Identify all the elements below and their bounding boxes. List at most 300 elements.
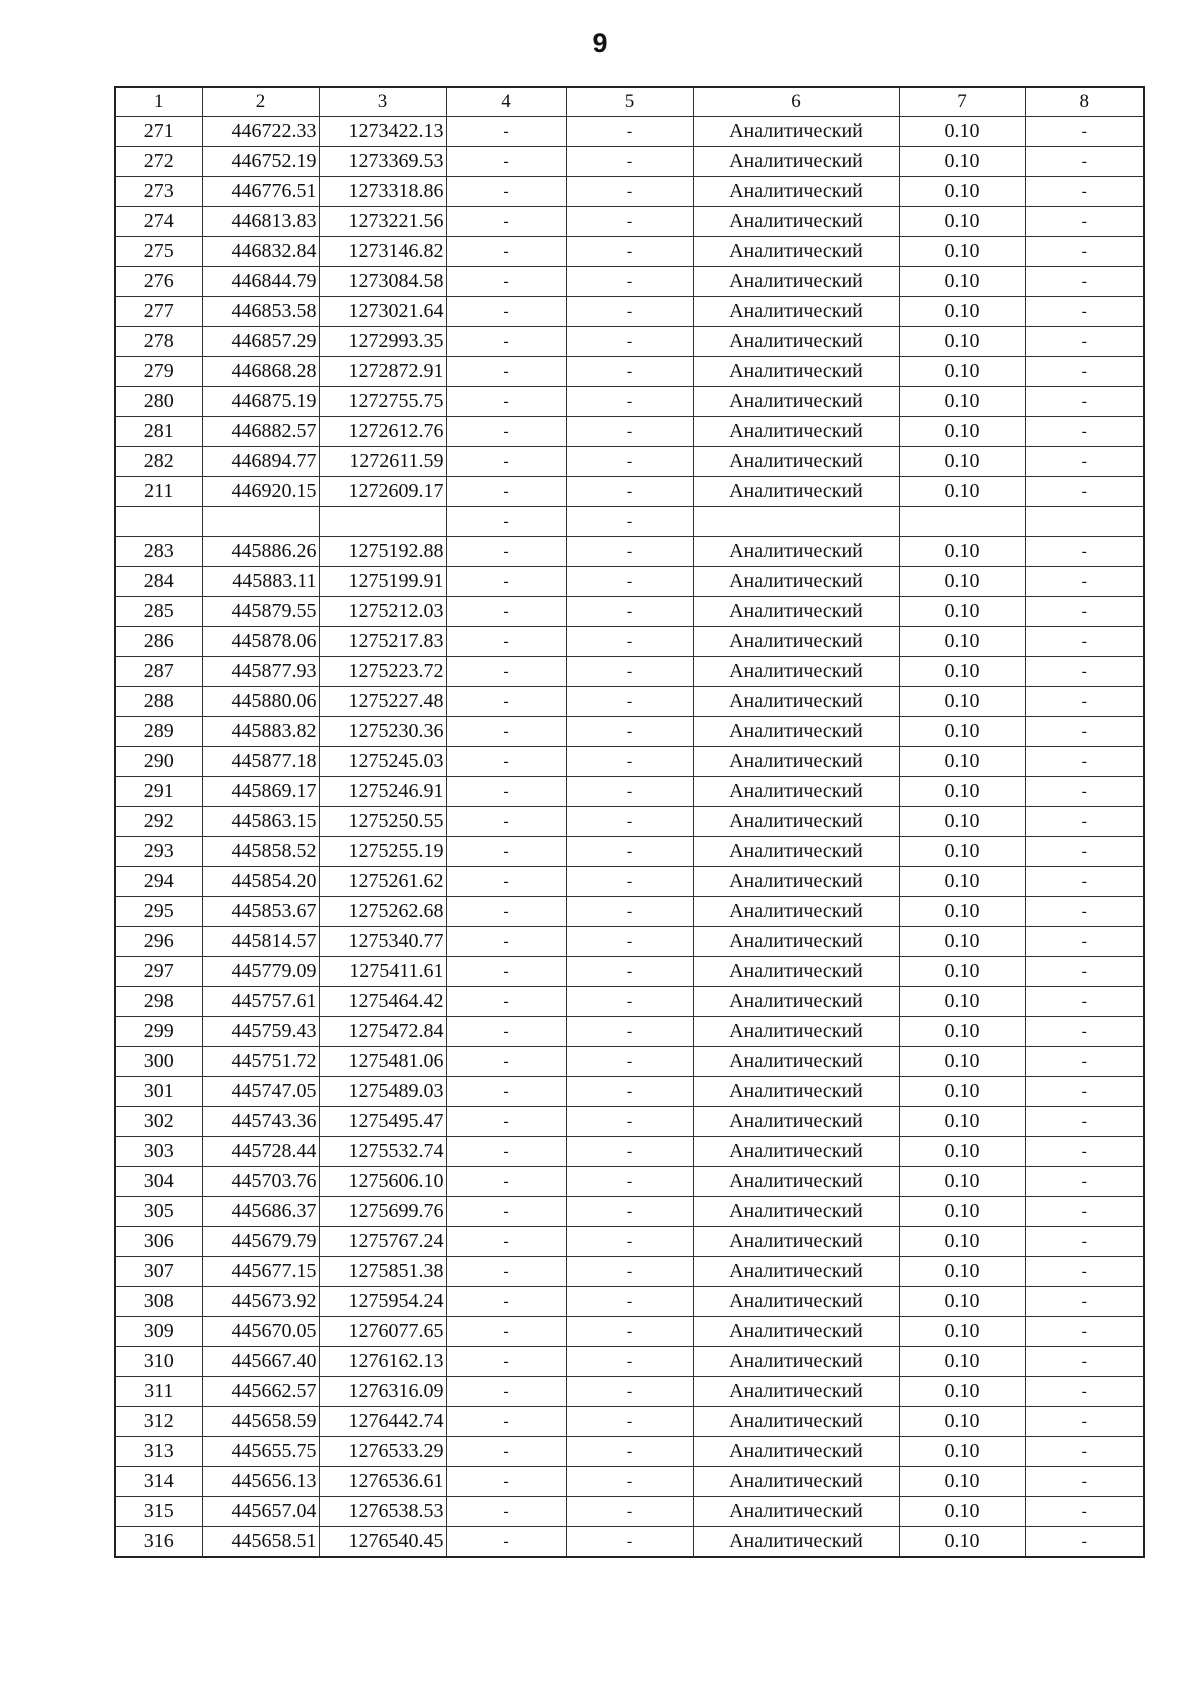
point-number-cell: 309: [115, 1317, 202, 1347]
point-number-cell: 286: [115, 627, 202, 657]
accuracy-cell: 0.10: [899, 897, 1025, 927]
point-number-cell: 301: [115, 1077, 202, 1107]
x-coordinate-cell: 445883.11: [202, 567, 319, 597]
column-5-cell: -: [566, 207, 693, 237]
x-coordinate-cell: 446752.19: [202, 147, 319, 177]
column-4-cell: -: [446, 1527, 566, 1558]
y-coordinate-cell: 1275223.72: [319, 657, 446, 687]
method-cell: Аналитический: [693, 1107, 899, 1137]
column-5-cell: -: [566, 687, 693, 717]
page-number: 9: [592, 28, 608, 58]
method-cell: Аналитический: [693, 537, 899, 567]
method-cell: Аналитический: [693, 237, 899, 267]
table-row: [115, 327, 1144, 357]
point-number-cell: 272: [115, 147, 202, 177]
accuracy-cell: 0.10: [899, 627, 1025, 657]
x-coordinate-cell: 446722.33: [202, 117, 319, 147]
y-coordinate-cell: 1275464.42: [319, 987, 446, 1017]
point-number-cell: 296: [115, 927, 202, 957]
table-row: [115, 567, 1144, 597]
column-header: 7: [899, 87, 1025, 117]
column-8-cell: -: [1025, 1497, 1144, 1527]
column-8-cell: -: [1025, 1527, 1144, 1558]
point-number-cell: [115, 507, 202, 537]
y-coordinate-cell: 1275411.61: [319, 957, 446, 987]
column-8-cell: -: [1025, 867, 1144, 897]
column-8-cell: -: [1025, 357, 1144, 387]
column-8-cell: -: [1025, 597, 1144, 627]
column-8-cell: -: [1025, 237, 1144, 267]
accuracy-cell: 0.10: [899, 837, 1025, 867]
method-cell: Аналитический: [693, 627, 899, 657]
method-cell: Аналитический: [693, 1197, 899, 1227]
accuracy-cell: 0.10: [899, 147, 1025, 177]
accuracy-cell: 0.10: [899, 357, 1025, 387]
x-coordinate-cell: 445655.75: [202, 1437, 319, 1467]
column-4-cell: -: [446, 1437, 566, 1467]
x-coordinate-cell: 446875.19: [202, 387, 319, 417]
y-coordinate-cell: 1276536.61: [319, 1467, 446, 1497]
x-coordinate-cell: 446894.77: [202, 447, 319, 477]
column-5-cell: -: [566, 1287, 693, 1317]
column-4-cell: -: [446, 927, 566, 957]
method-cell: Аналитический: [693, 1407, 899, 1437]
column-4-cell: -: [446, 1407, 566, 1437]
point-number-cell: 282: [115, 447, 202, 477]
point-number-cell: 283: [115, 537, 202, 567]
column-5-cell: -: [566, 237, 693, 267]
column-4-cell: -: [446, 1317, 566, 1347]
column-8-cell: -: [1025, 177, 1144, 207]
table-row: [115, 387, 1144, 417]
y-coordinate-cell: 1272755.75: [319, 387, 446, 417]
column-8-cell: -: [1025, 897, 1144, 927]
y-coordinate-cell: 1275250.55: [319, 807, 446, 837]
y-coordinate-cell: 1275481.06: [319, 1047, 446, 1077]
column-5-cell: -: [566, 297, 693, 327]
x-coordinate-cell: 445863.15: [202, 807, 319, 837]
column-4-cell: -: [446, 597, 566, 627]
column-5-cell: -: [566, 1257, 693, 1287]
y-coordinate-cell: 1275212.03: [319, 597, 446, 627]
x-coordinate-cell: 445662.57: [202, 1377, 319, 1407]
method-cell: Аналитический: [693, 117, 899, 147]
table-row: [115, 597, 1144, 627]
y-coordinate-cell: 1275472.84: [319, 1017, 446, 1047]
table-row: [115, 1077, 1144, 1107]
y-coordinate-cell: 1273021.64: [319, 297, 446, 327]
x-coordinate-cell: 445858.52: [202, 837, 319, 867]
column-4-cell: -: [446, 807, 566, 837]
column-4-cell: -: [446, 687, 566, 717]
column-4-cell: -: [446, 1227, 566, 1257]
column-8-cell: -: [1025, 837, 1144, 867]
point-number-cell: 311: [115, 1377, 202, 1407]
column-8-cell: -: [1025, 1257, 1144, 1287]
x-coordinate-cell: 445779.09: [202, 957, 319, 987]
column-5-cell: -: [566, 327, 693, 357]
column-4-cell: -: [446, 717, 566, 747]
column-8-cell: -: [1025, 1317, 1144, 1347]
x-coordinate-cell: 445677.15: [202, 1257, 319, 1287]
y-coordinate-cell: 1275199.91: [319, 567, 446, 597]
method-cell: Аналитический: [693, 417, 899, 447]
point-number-cell: 211: [115, 477, 202, 507]
y-coordinate-cell: 1273422.13: [319, 117, 446, 147]
accuracy-cell: 0.10: [899, 237, 1025, 267]
point-number-cell: 278: [115, 327, 202, 357]
accuracy-cell: 0.10: [899, 1167, 1025, 1197]
x-coordinate-cell: 446853.58: [202, 297, 319, 327]
method-cell: Аналитический: [693, 657, 899, 687]
table-row: [115, 1497, 1144, 1527]
method-cell: Аналитический: [693, 717, 899, 747]
x-coordinate-cell: 445728.44: [202, 1137, 319, 1167]
x-coordinate-cell: 445869.17: [202, 777, 319, 807]
y-coordinate-cell: 1275340.77: [319, 927, 446, 957]
column-4-cell: -: [446, 537, 566, 567]
column-5-cell: -: [566, 537, 693, 567]
column-8-cell: [1025, 507, 1144, 537]
column-5-cell: -: [566, 1317, 693, 1347]
column-4-cell: -: [446, 447, 566, 477]
table-row: [115, 1317, 1144, 1347]
table-row: [115, 1197, 1144, 1227]
column-8-cell: -: [1025, 927, 1144, 957]
y-coordinate-cell: 1275230.36: [319, 717, 446, 747]
table-row: [115, 897, 1144, 927]
table-row: [115, 357, 1144, 387]
table-row: [115, 1467, 1144, 1497]
point-number-cell: 280: [115, 387, 202, 417]
column-header: 2: [202, 87, 319, 117]
y-coordinate-cell: [319, 507, 446, 537]
accuracy-cell: 0.10: [899, 477, 1025, 507]
point-number-cell: 298: [115, 987, 202, 1017]
column-8-cell: -: [1025, 387, 1144, 417]
y-coordinate-cell: 1275767.24: [319, 1227, 446, 1257]
column-4-cell: -: [446, 327, 566, 357]
y-coordinate-cell: 1273369.53: [319, 147, 446, 177]
accuracy-cell: 0.10: [899, 267, 1025, 297]
point-number-cell: 271: [115, 117, 202, 147]
column-5-cell: -: [566, 807, 693, 837]
column-8-cell: -: [1025, 1287, 1144, 1317]
table-row: [115, 987, 1144, 1017]
column-header: 8: [1025, 87, 1144, 117]
y-coordinate-cell: 1275261.62: [319, 867, 446, 897]
y-coordinate-cell: 1276540.45: [319, 1527, 446, 1558]
column-5-cell: -: [566, 1137, 693, 1167]
y-coordinate-cell: 1275532.74: [319, 1137, 446, 1167]
column-4-cell: -: [446, 1347, 566, 1377]
y-coordinate-cell: 1275699.76: [319, 1197, 446, 1227]
y-coordinate-cell: 1276316.09: [319, 1377, 446, 1407]
point-number-cell: 294: [115, 867, 202, 897]
accuracy-cell: 0.10: [899, 1347, 1025, 1377]
y-coordinate-cell: 1275851.38: [319, 1257, 446, 1287]
column-8-cell: -: [1025, 687, 1144, 717]
method-cell: [693, 507, 899, 537]
x-coordinate-cell: 445670.05: [202, 1317, 319, 1347]
column-5-cell: -: [566, 267, 693, 297]
column-8-cell: -: [1025, 147, 1144, 177]
column-5-cell: -: [566, 927, 693, 957]
method-cell: Аналитический: [693, 1257, 899, 1287]
table-row: [115, 237, 1144, 267]
method-cell: Аналитический: [693, 267, 899, 297]
accuracy-cell: 0.10: [899, 1437, 1025, 1467]
column-header: 4: [446, 87, 566, 117]
x-coordinate-cell: 445686.37: [202, 1197, 319, 1227]
x-coordinate-cell: 445657.04: [202, 1497, 319, 1527]
point-number-cell: 316: [115, 1527, 202, 1558]
column-8-cell: -: [1025, 777, 1144, 807]
column-5-cell: -: [566, 1227, 693, 1257]
point-number-cell: 297: [115, 957, 202, 987]
column-4-cell: -: [446, 897, 566, 927]
column-4-cell: -: [446, 627, 566, 657]
x-coordinate-cell: 446776.51: [202, 177, 319, 207]
accuracy-cell: 0.10: [899, 1017, 1025, 1047]
accuracy-cell: 0.10: [899, 867, 1025, 897]
method-cell: Аналитический: [693, 327, 899, 357]
column-8-cell: -: [1025, 1167, 1144, 1197]
point-number-cell: 310: [115, 1347, 202, 1377]
accuracy-cell: 0.10: [899, 957, 1025, 987]
column-5-cell: -: [566, 1347, 693, 1377]
accuracy-cell: 0.10: [899, 207, 1025, 237]
column-5-cell: -: [566, 957, 693, 987]
table-body: [115, 117, 1144, 1558]
column-8-cell: -: [1025, 1407, 1144, 1437]
header-row: [115, 87, 1144, 117]
column-5-cell: -: [566, 1047, 693, 1077]
column-4-cell: -: [446, 207, 566, 237]
y-coordinate-cell: 1275255.19: [319, 837, 446, 867]
x-coordinate-cell: 445877.18: [202, 747, 319, 777]
column-4-cell: -: [446, 267, 566, 297]
accuracy-cell: 0.10: [899, 537, 1025, 567]
y-coordinate-cell: 1272609.17: [319, 477, 446, 507]
method-cell: Аналитический: [693, 1137, 899, 1167]
method-cell: Аналитический: [693, 597, 899, 627]
x-coordinate-cell: 446813.83: [202, 207, 319, 237]
x-coordinate-cell: [202, 507, 319, 537]
table-row: [115, 717, 1144, 747]
table-row: [115, 927, 1144, 957]
accuracy-cell: 0.10: [899, 1467, 1025, 1497]
x-coordinate-cell: 445814.57: [202, 927, 319, 957]
x-coordinate-cell: 445703.76: [202, 1167, 319, 1197]
column-8-cell: -: [1025, 1437, 1144, 1467]
column-4-cell: -: [446, 237, 566, 267]
method-cell: Аналитический: [693, 477, 899, 507]
column-4-cell: -: [446, 747, 566, 777]
column-5-cell: -: [566, 1197, 693, 1227]
column-5-cell: -: [566, 867, 693, 897]
table-row: [115, 1107, 1144, 1137]
column-8-cell: -: [1025, 807, 1144, 837]
column-4-cell: -: [446, 1197, 566, 1227]
point-number-cell: 281: [115, 417, 202, 447]
column-5-cell: -: [566, 837, 693, 867]
column-4-cell: -: [446, 1107, 566, 1137]
accuracy-cell: [899, 507, 1025, 537]
method-cell: Аналитический: [693, 447, 899, 477]
column-5-cell: -: [566, 147, 693, 177]
point-number-cell: 277: [115, 297, 202, 327]
column-8-cell: -: [1025, 1107, 1144, 1137]
x-coordinate-cell: 445853.67: [202, 897, 319, 927]
column-5-cell: -: [566, 657, 693, 687]
method-cell: Аналитический: [693, 147, 899, 177]
table-row: [115, 1257, 1144, 1287]
method-cell: Аналитический: [693, 1167, 899, 1197]
method-cell: Аналитический: [693, 987, 899, 1017]
method-cell: Аналитический: [693, 1047, 899, 1077]
table-row: [115, 207, 1144, 237]
column-8-cell: -: [1025, 327, 1144, 357]
table-row: [115, 867, 1144, 897]
column-8-cell: -: [1025, 297, 1144, 327]
accuracy-cell: 0.10: [899, 1227, 1025, 1257]
method-cell: Аналитический: [693, 297, 899, 327]
accuracy-cell: 0.10: [899, 1107, 1025, 1137]
point-number-cell: 290: [115, 747, 202, 777]
y-coordinate-cell: 1275954.24: [319, 1287, 446, 1317]
column-4-cell: -: [446, 867, 566, 897]
y-coordinate-cell: 1275262.68: [319, 897, 446, 927]
column-8-cell: -: [1025, 117, 1144, 147]
column-8-cell: -: [1025, 1077, 1144, 1107]
y-coordinate-cell: 1273318.86: [319, 177, 446, 207]
method-cell: Аналитический: [693, 867, 899, 897]
x-coordinate-cell: 445656.13: [202, 1467, 319, 1497]
column-4-cell: -: [446, 1017, 566, 1047]
x-coordinate-cell: 445759.43: [202, 1017, 319, 1047]
column-8-cell: -: [1025, 747, 1144, 777]
method-cell: Аналитический: [693, 837, 899, 867]
y-coordinate-cell: 1276538.53: [319, 1497, 446, 1527]
column-5-cell: -: [566, 117, 693, 147]
table-header: [115, 87, 1144, 117]
table-row: [115, 1047, 1144, 1077]
x-coordinate-cell: 446882.57: [202, 417, 319, 447]
column-4-cell: -: [446, 117, 566, 147]
point-number-cell: 314: [115, 1467, 202, 1497]
x-coordinate-cell: 445757.61: [202, 987, 319, 1017]
column-8-cell: -: [1025, 207, 1144, 237]
method-cell: Аналитический: [693, 1227, 899, 1257]
table-row: [115, 777, 1144, 807]
y-coordinate-cell: 1273146.82: [319, 237, 446, 267]
column-8-cell: -: [1025, 447, 1144, 477]
accuracy-cell: 0.10: [899, 387, 1025, 417]
column-8-cell: -: [1025, 267, 1144, 297]
table-row: [115, 807, 1144, 837]
point-number-cell: 302: [115, 1107, 202, 1137]
column-8-cell: -: [1025, 1017, 1144, 1047]
y-coordinate-cell: 1275227.48: [319, 687, 446, 717]
y-coordinate-cell: 1275495.47: [319, 1107, 446, 1137]
accuracy-cell: 0.10: [899, 687, 1025, 717]
point-number-cell: 305: [115, 1197, 202, 1227]
method-cell: Аналитический: [693, 1347, 899, 1377]
x-coordinate-cell: 446920.15: [202, 477, 319, 507]
x-coordinate-cell: 445880.06: [202, 687, 319, 717]
column-8-cell: -: [1025, 477, 1144, 507]
column-4-cell: -: [446, 177, 566, 207]
y-coordinate-cell: 1275606.10: [319, 1167, 446, 1197]
column-4-cell: -: [446, 1257, 566, 1287]
x-coordinate-cell: 445877.93: [202, 657, 319, 687]
y-coordinate-cell: 1276077.65: [319, 1317, 446, 1347]
x-coordinate-cell: 445658.51: [202, 1527, 319, 1558]
method-cell: Аналитический: [693, 777, 899, 807]
method-cell: Аналитический: [693, 1287, 899, 1317]
table-row: [115, 1407, 1144, 1437]
column-5-cell: -: [566, 717, 693, 747]
y-coordinate-cell: 1276162.13: [319, 1347, 446, 1377]
column-5-cell: -: [566, 1167, 693, 1197]
method-cell: Аналитический: [693, 207, 899, 237]
column-5-cell: -: [566, 387, 693, 417]
point-number-cell: 304: [115, 1167, 202, 1197]
point-number-cell: 284: [115, 567, 202, 597]
table-row: [115, 177, 1144, 207]
y-coordinate-cell: 1273221.56: [319, 207, 446, 237]
accuracy-cell: 0.10: [899, 597, 1025, 627]
table-row: [115, 1347, 1144, 1377]
method-cell: Аналитический: [693, 1017, 899, 1047]
column-5-cell: -: [566, 1377, 693, 1407]
table-row: [115, 1137, 1144, 1167]
accuracy-cell: 0.10: [899, 1287, 1025, 1317]
column-header: 5: [566, 87, 693, 117]
point-number-cell: 303: [115, 1137, 202, 1167]
x-coordinate-cell: 445886.26: [202, 537, 319, 567]
column-8-cell: -: [1025, 1047, 1144, 1077]
point-number-cell: 308: [115, 1287, 202, 1317]
column-4-cell: -: [446, 1287, 566, 1317]
y-coordinate-cell: 1272611.59: [319, 447, 446, 477]
method-cell: Аналитический: [693, 1437, 899, 1467]
point-number-cell: 287: [115, 657, 202, 687]
method-cell: Аналитический: [693, 957, 899, 987]
column-4-cell: -: [446, 477, 566, 507]
column-4-cell: -: [446, 567, 566, 597]
column-4-cell: -: [446, 507, 566, 537]
column-8-cell: -: [1025, 1137, 1144, 1167]
y-coordinate-cell: 1276533.29: [319, 1437, 446, 1467]
table-row: [115, 447, 1144, 477]
column-4-cell: -: [446, 147, 566, 177]
x-coordinate-cell: 445879.55: [202, 597, 319, 627]
x-coordinate-cell: 445751.72: [202, 1047, 319, 1077]
table-row: [115, 507, 1144, 537]
method-cell: Аналитический: [693, 927, 899, 957]
point-number-cell: 285: [115, 597, 202, 627]
y-coordinate-cell: 1272993.35: [319, 327, 446, 357]
y-coordinate-cell: 1275192.88: [319, 537, 446, 567]
accuracy-cell: 0.10: [899, 177, 1025, 207]
y-coordinate-cell: 1275489.03: [319, 1077, 446, 1107]
accuracy-cell: 0.10: [899, 297, 1025, 327]
column-4-cell: -: [446, 1167, 566, 1197]
column-header: 3: [319, 87, 446, 117]
y-coordinate-cell: 1275246.91: [319, 777, 446, 807]
